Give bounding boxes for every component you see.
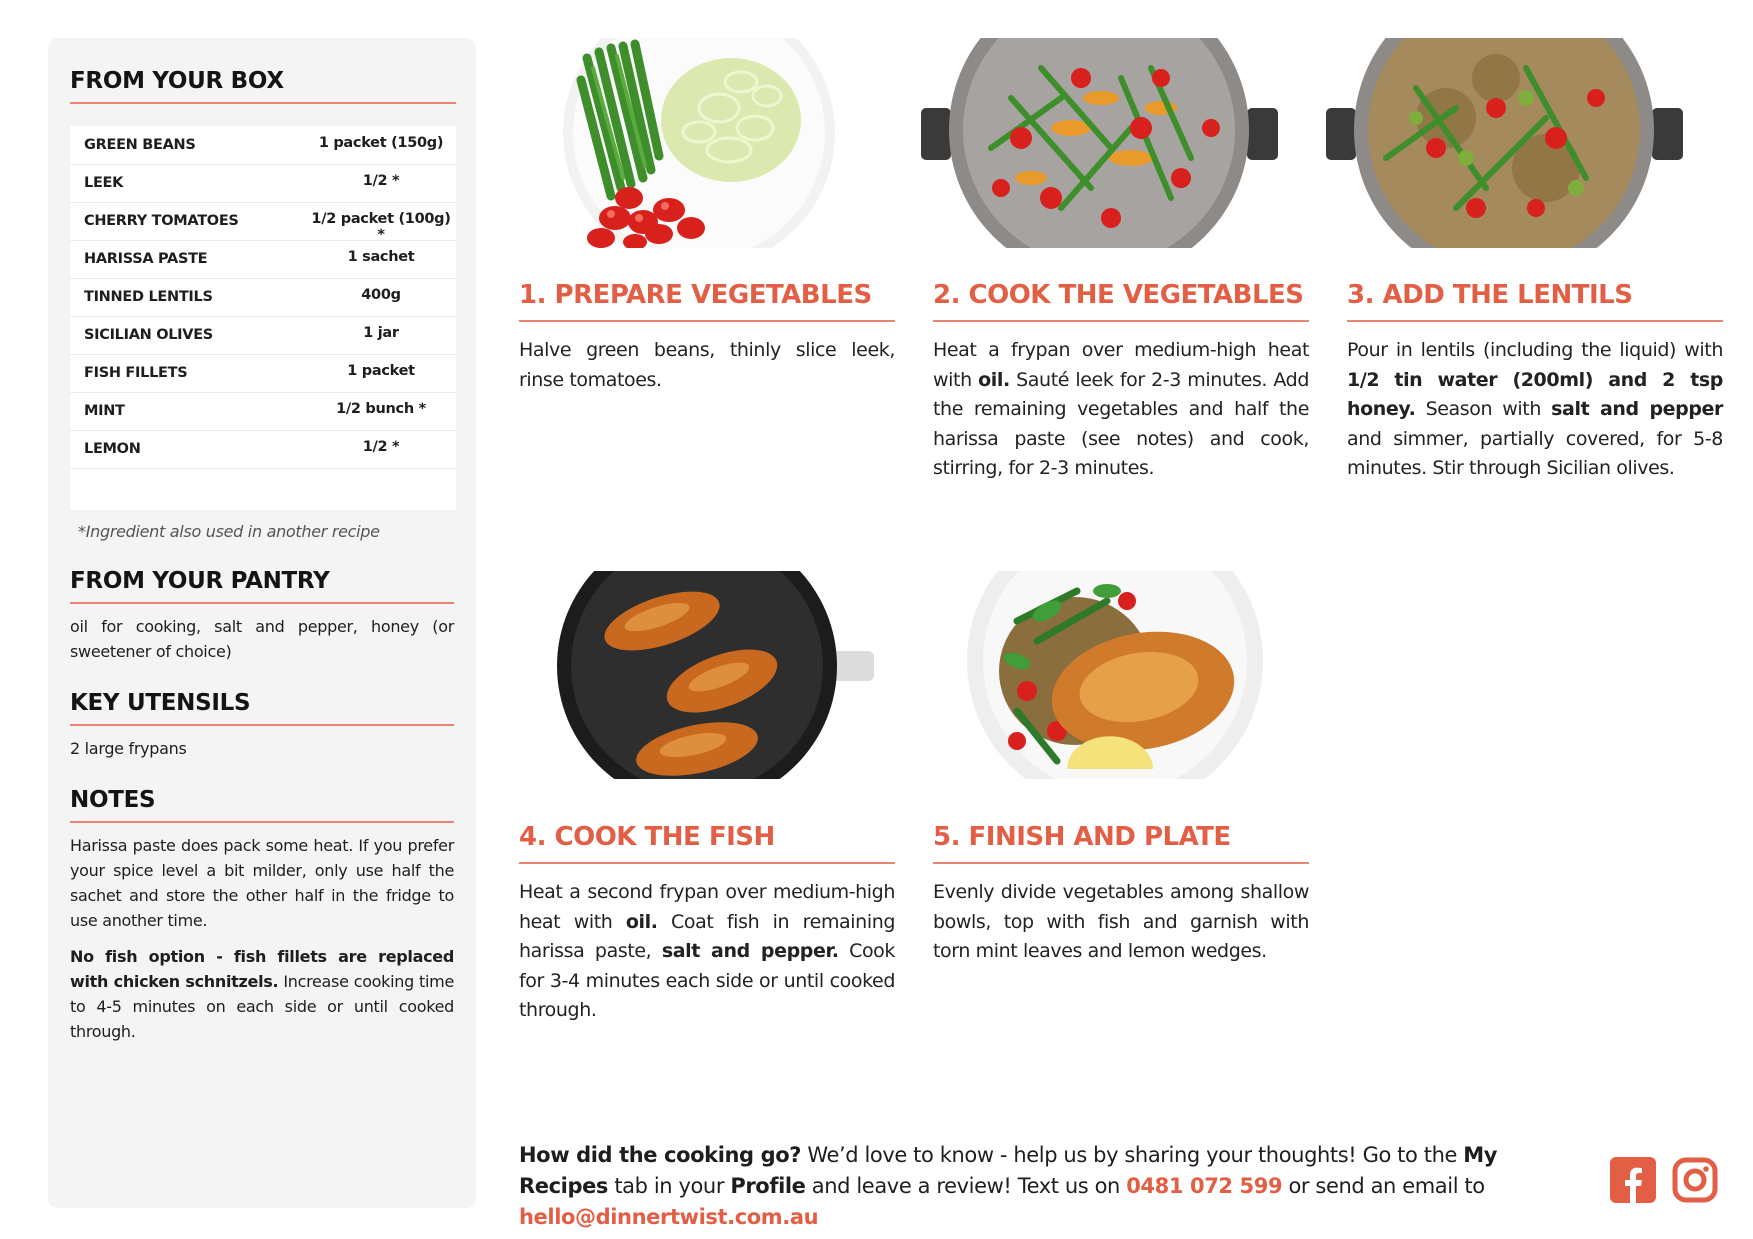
heading-divider xyxy=(70,602,454,604)
ingredient-row xyxy=(70,240,456,279)
heading-divider xyxy=(70,724,454,726)
ingredient-quantity: 1/2 * xyxy=(362,439,400,455)
ingredient-row xyxy=(70,202,456,241)
step-4-photo xyxy=(547,571,874,779)
ingredient-quantity: 1/2 packet (100g) * xyxy=(311,211,451,243)
key-utensils-heading: KEY UTENSILS xyxy=(70,690,251,716)
notes-heading: NOTES xyxy=(70,787,156,813)
ingredient-name: LEMON xyxy=(84,441,141,457)
step-4-text xyxy=(519,878,895,1026)
footer-fragment: We’d love to know - help us by sharing your thoughts! Go to the xyxy=(801,1143,1464,1167)
ingredient-quantity: 1/2 bunch * xyxy=(336,401,426,417)
contact-link[interactable]: hello@dinnertwist.com.au xyxy=(519,1205,819,1229)
notes-bold: No fish option - fish fillets are replaced with chicken schnitzels. xyxy=(70,947,454,991)
ingredient-name: GREEN BEANS xyxy=(84,137,196,153)
contact-link[interactable]: 0481 072 599 xyxy=(1126,1174,1283,1198)
step-1-title: 1. PREPARE VEGETABLES xyxy=(519,280,872,310)
notes-paragraph: Harissa paste does pack some heat. If you prefer your spice level a bit milder, only use half the sachet and store the other half in the fridge to use another time. xyxy=(70,836,454,930)
footer-fragment: Profile xyxy=(730,1174,806,1198)
ingredients-sidebar xyxy=(48,38,476,1208)
facebook-icon[interactable] xyxy=(1610,1157,1656,1203)
step-3-title: 3. ADD THE LENTILS xyxy=(1347,280,1633,310)
step-text-fragment: Heat a second frypan over medium-high heat with xyxy=(519,881,895,933)
step-5-text xyxy=(933,878,1309,967)
step-text-fragment: Halve green beans, thinly slice leek, rinse tomatoes. xyxy=(519,339,895,391)
ingredient-row xyxy=(70,392,456,431)
ingredient-row xyxy=(70,354,456,393)
ingredient-quantity: 1 packet (150g) xyxy=(318,135,444,151)
footer-fragment: tab in your xyxy=(608,1174,731,1198)
step-divider xyxy=(519,862,895,864)
step-1-text xyxy=(519,336,895,395)
from-your-box-heading: FROM YOUR BOX xyxy=(70,68,284,94)
ingredient-footnote: *Ingredient also used in another recipe xyxy=(78,522,380,541)
step-text-fragment: Coat fish in remaining harissa paste, xyxy=(519,910,895,962)
footer-fragment: How did the cooking go? xyxy=(519,1143,802,1167)
notes-after: Increase cooking time to 4-5 minutes on each side or until cooked through. xyxy=(70,972,454,1041)
step-5-title: 5. FINISH AND PLATE xyxy=(933,822,1231,852)
step-divider xyxy=(933,320,1309,322)
footer-fragment: My Recipes xyxy=(519,1143,1498,1198)
step-2-photo xyxy=(921,38,1278,248)
step-5-photo xyxy=(957,571,1273,779)
ingredient-quantity: 400g xyxy=(361,287,401,303)
footer-fragment: and leave a review! Text us on xyxy=(805,1174,1127,1198)
step-2-text xyxy=(933,336,1309,484)
step-1-photo xyxy=(519,38,891,248)
heading-divider xyxy=(70,821,454,823)
step-text-bold: oil. xyxy=(625,910,658,933)
ingredient-name: LEEK xyxy=(84,175,124,191)
instagram-icon[interactable] xyxy=(1672,1157,1718,1203)
step-text-fragment: Pour in lentils (including the liquid) with xyxy=(1347,339,1723,361)
step-text-bold: oil. xyxy=(978,368,1010,391)
step-divider xyxy=(933,862,1309,864)
ingredient-row xyxy=(70,164,456,203)
ingredient-name: CHERRY TOMATOES xyxy=(84,213,239,229)
step-text-fragment: Evenly divide vegetables among shallow bowls, top with fish and garnish with torn mint leaves and lemon wedges. xyxy=(933,881,1309,962)
heading-divider xyxy=(70,102,456,104)
ingredient-quantity: 1 sachet xyxy=(347,249,415,265)
step-2-title: 2. COOK THE VEGETABLES xyxy=(933,280,1304,310)
ingredient-name: MINT xyxy=(84,403,125,419)
step-divider xyxy=(519,320,895,322)
step-text-fragment: Season with xyxy=(1415,398,1552,420)
from-your-pantry-heading: FROM YOUR PANTRY xyxy=(70,568,330,594)
step-text-bold: salt and pepper. xyxy=(661,940,839,962)
ingredient-quantity: 1 jar xyxy=(363,325,399,341)
ingredient-name: TINNED LENTILS xyxy=(84,289,213,305)
step-3-text xyxy=(1347,336,1723,484)
ingredient-name: SICILIAN OLIVES xyxy=(84,327,213,343)
step-text-fragment: and simmer, partially covered, for 5-8 minutes. Stir through Sicilian olives. xyxy=(1347,427,1723,479)
ingredient-name: FISH FILLETS xyxy=(84,365,188,381)
ingredient-name: HARISSA PASTE xyxy=(84,251,208,267)
step-4-title: 4. COOK THE FISH xyxy=(519,822,775,852)
notes-option-paragraph xyxy=(70,944,454,1044)
step-3-photo xyxy=(1326,38,1683,248)
pantry-text: oil for cooking, salt and pepper, honey (or sweetener of choice) xyxy=(70,617,454,661)
ingredient-quantity: 1/2 * xyxy=(362,173,400,189)
ingredient-row xyxy=(70,126,456,165)
ingredient-quantity: 1 packet xyxy=(347,363,415,379)
step-text-bold: salt and pepper xyxy=(1551,398,1723,420)
utensils-text: 2 large frypans xyxy=(70,739,187,758)
notes-text xyxy=(70,833,454,1055)
review-prompt xyxy=(519,1140,1579,1233)
ingredient-row xyxy=(70,316,456,355)
step-text-fragment: Cook for 3-4 minutes each side or until cooked through. xyxy=(519,940,895,1021)
ingredient-row xyxy=(70,430,456,469)
ingredient-row xyxy=(70,278,456,317)
step-text-bold: 1/2 tin water (200ml) and 2 tsp honey. xyxy=(1347,368,1723,420)
ingredient-table xyxy=(70,126,456,510)
step-divider xyxy=(1347,320,1723,322)
footer-fragment: or send an email to xyxy=(1282,1174,1485,1198)
step-text-fragment: Sauté leek for 2-3 minutes. Add the remaining vegetables and half the harissa paste (see notes) and cook, stirring, for 2-3 minutes. xyxy=(933,368,1309,479)
step-text-fragment: Heat a frypan over medium-high heat with xyxy=(933,339,1309,391)
